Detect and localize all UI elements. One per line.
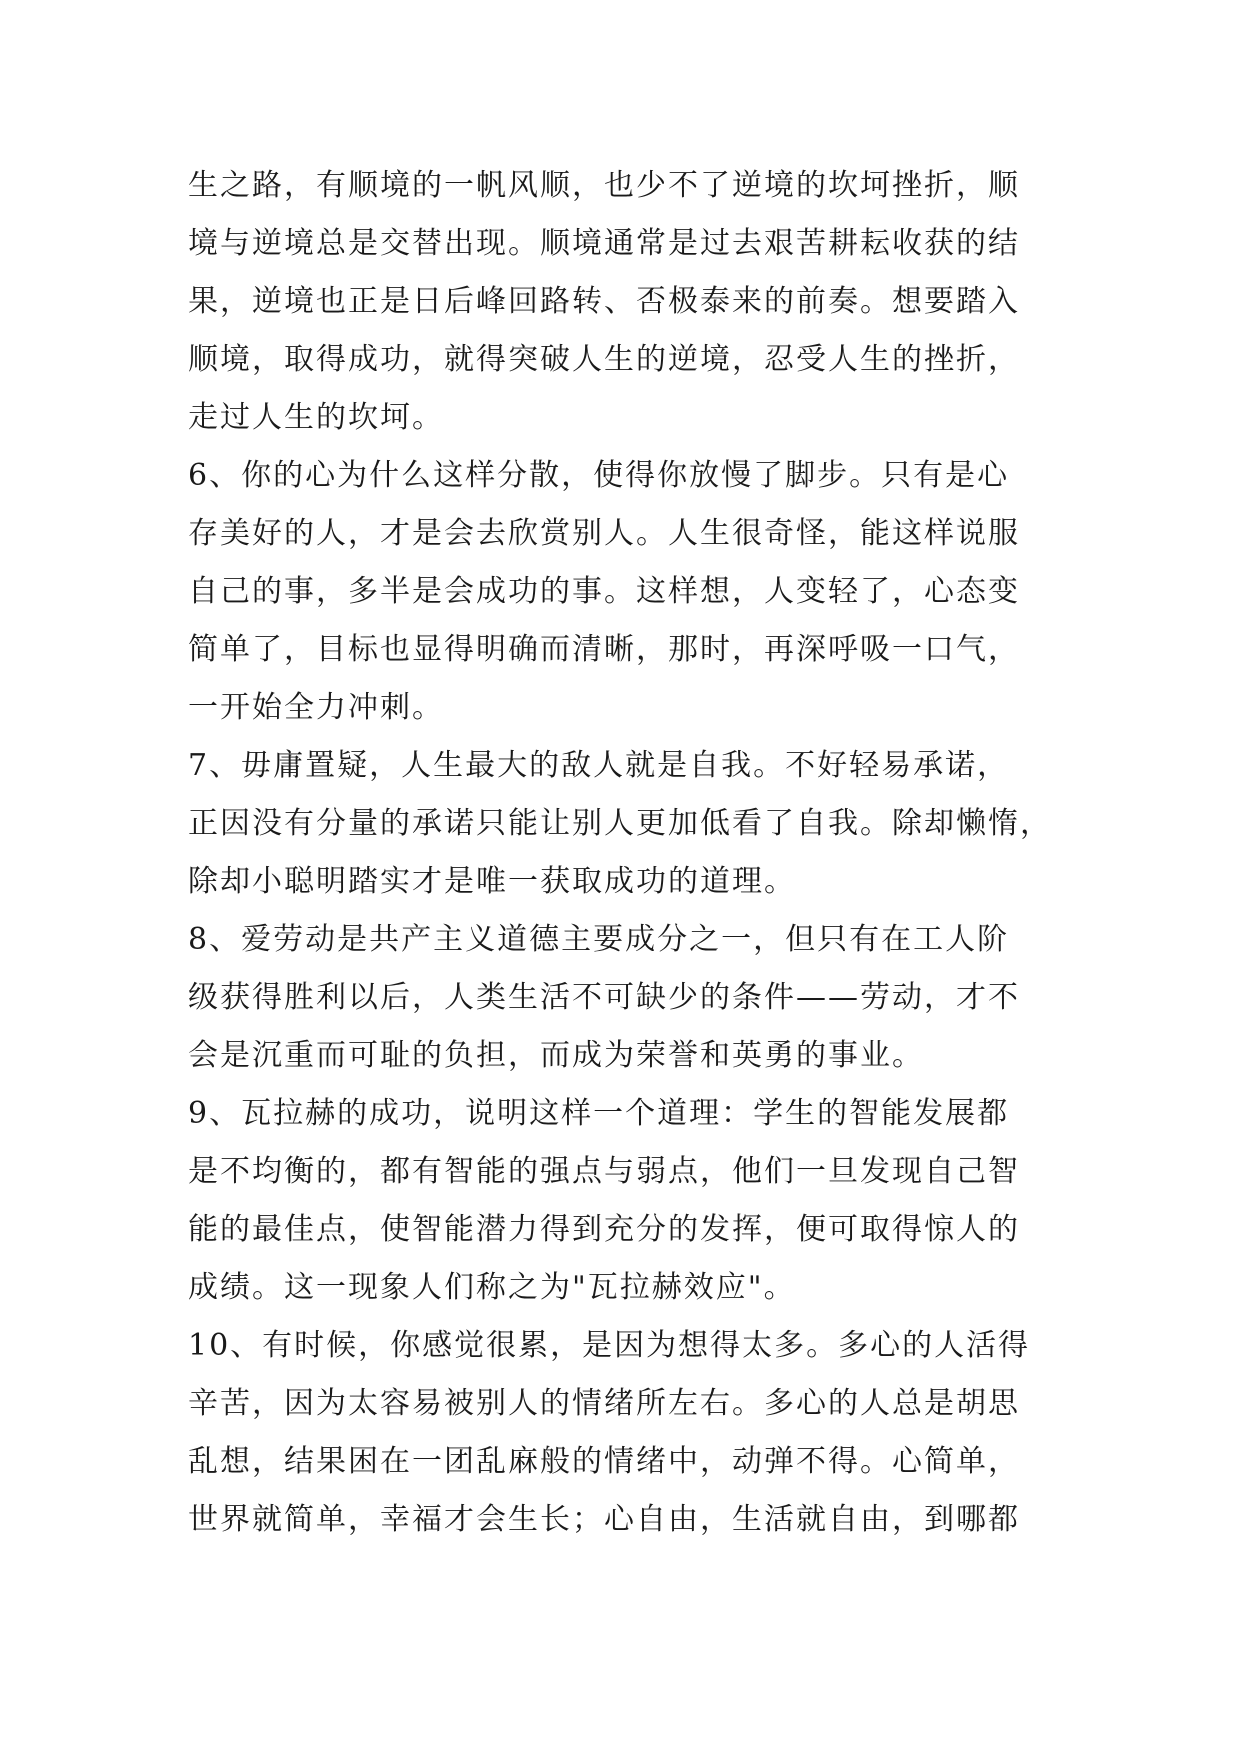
text-line: 自己的事，多半是会成功的事。这样想，人变轻了，心态变 <box>188 574 1020 609</box>
item-6-line: 6、你的心为什么这样分散，使得你放慢了脚步。只有是心 <box>188 458 1010 493</box>
text-line: 级获得胜利以后，人类生活不可缺少的条件——劳动，才不 <box>188 980 1020 1015</box>
body-text <box>188 157 1068 1549</box>
text-line: 顺境，取得成功，就得突破人生的逆境，忍受人生的挫折， <box>188 342 1020 377</box>
item-8-line: 8、爱劳动是共产主义道德主要成分之一，但只有在工人阶 <box>188 922 1010 957</box>
item-9-line: 9、瓦拉赫的成功，说明这样一个道理：学生的智能发展都 <box>188 1096 1010 1131</box>
text-line: 生之路，有顺境的一帆风顺，也少不了逆境的坎坷挫折，顺 <box>188 168 1020 203</box>
text-line: 走过人生的坎坷。 <box>188 400 444 435</box>
text-line: 存美好的人，才是会去欣赏别人。人生很奇怪，能这样说服 <box>188 516 1020 551</box>
item-7-line: 7、毋庸置疑，人生最大的敌人就是自我。不好轻易承诺， <box>188 748 1010 783</box>
text-line: 能的最佳点，使智能潜力得到充分的发挥，便可取得惊人的 <box>188 1212 1020 1247</box>
text-line: 简单了，目标也显得明确而清晰，那时，再深呼吸一口气， <box>188 632 1020 667</box>
text-line: 世界就简单，幸福才会生长；心自由，生活就自由，到哪都 <box>188 1502 1020 1537</box>
text-line: 一开始全力冲刺。 <box>188 690 444 725</box>
text-line: 境与逆境总是交替出现。顺境通常是过去艰苦耕耘收获的结 <box>188 226 1020 261</box>
text-line: 果，逆境也正是日后峰回路转、否极泰来的前奏。想要踏入 <box>188 284 1020 319</box>
text-line: 成绩。这一现象人们称之为"瓦拉赫效应"。 <box>188 1270 796 1305</box>
text-line: 正因没有分量的承诺只能让别人更加低看了自我。除却懒惰， <box>188 806 1052 841</box>
text-line: 是不均衡的，都有智能的强点与弱点，他们一旦发现自己智 <box>188 1154 1020 1189</box>
item-10-line: 10、有时候，你感觉很累，是因为想得太多。多心的人活得 <box>188 1328 1031 1363</box>
text-line: 除却小聪明踏实才是唯一获取成功的道理。 <box>188 864 796 899</box>
text-line: 乱想，结果困在一团乱麻般的情绪中，动弹不得。心简单， <box>188 1444 1020 1479</box>
text-line: 会是沉重而可耻的负担，而成为荣誉和英勇的事业。 <box>188 1038 924 1073</box>
text-line: 辛苦，因为太容易被别人的情绪所左右。多心的人总是胡思 <box>188 1386 1020 1421</box>
